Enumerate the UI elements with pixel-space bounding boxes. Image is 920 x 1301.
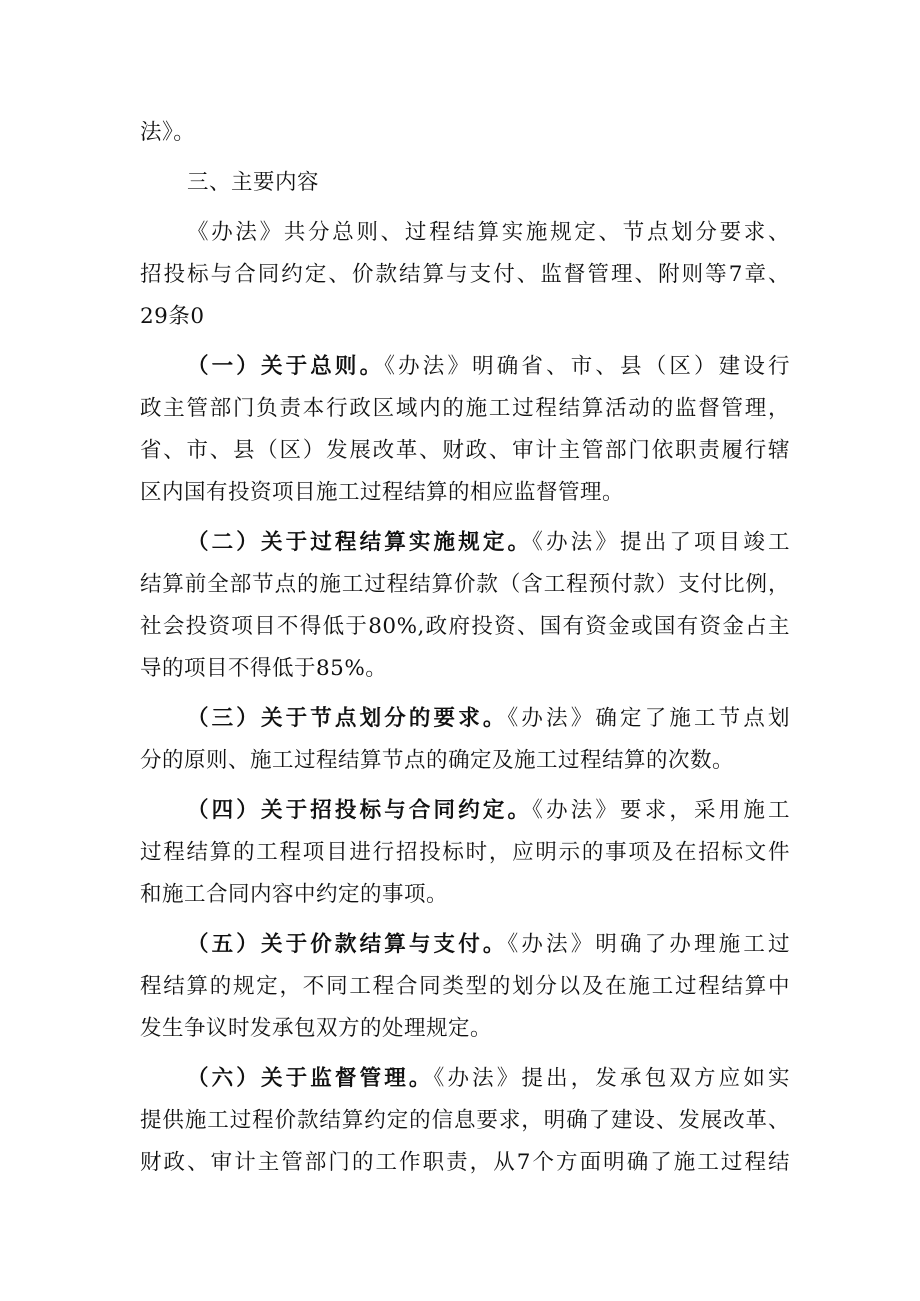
text-span: 《办法》提出，发承包双方应如实	[433, 1066, 790, 1091]
text-line: 招投标与合同约定、价款结算与支付、监督管理、附则等7章、	[140, 262, 790, 287]
paragraph-continuation	[140, 112, 790, 154]
text-line: 法》。	[140, 120, 196, 145]
text-line: 导的项目不得低于85%。	[140, 656, 388, 681]
text-line: 结算前全部节点的施工过程结算价款（含工程预付款）支付比例，	[140, 572, 790, 597]
paragraph-supervision	[140, 1058, 790, 1184]
paragraph-heading: （三）关于节点划分的要求。	[187, 706, 508, 731]
text-line	[140, 346, 790, 388]
paragraph-payment	[140, 924, 790, 1050]
paragraph-general-rules	[140, 346, 790, 514]
text-span: 《办法》确定了施工节点划	[507, 706, 790, 731]
text-line: 发生争议时发承包双方的处理规定。	[140, 1016, 493, 1041]
text-line: 过程结算的工程项目进行招投标时，应明示的事项及在招标文件	[140, 840, 790, 865]
text-line: 社会投资项目不得低于80%,政府投资、国有资金或国有资金占主	[140, 614, 790, 639]
text-span: 《办法》明确了办理施工过	[507, 932, 790, 957]
text-line: 和施工合同内容中约定的事项。	[140, 882, 449, 907]
paragraph-process-settlement	[140, 522, 790, 690]
paragraph-bidding-contract	[140, 790, 790, 916]
paragraph-overview	[140, 212, 790, 338]
text-span: 《办法》明确省、市、县（区）建设行	[384, 354, 790, 379]
text-line	[140, 698, 790, 740]
text-span: 《办法》提出了项目竣工	[532, 530, 790, 555]
paragraph-node-division	[140, 698, 790, 782]
section-heading	[140, 162, 790, 204]
text-line: 提供施工过程价款结算约定的信息要求，明确了建设、发展改革、	[140, 1108, 790, 1133]
text-line: 省、市、县（区）发展改革、财政、审计主管部门依职责履行辖	[140, 438, 790, 463]
text-line: 财政、审计主管部门的工作职责，从7个方面明确了施工过程结	[140, 1150, 790, 1175]
paragraph-heading: （一）关于总则。	[187, 354, 385, 379]
text-line: 《办法》共分总则、过程结算实施规定、节点划分要求、	[187, 220, 790, 245]
document-page	[140, 112, 790, 1184]
text-line: 分的原则、施工过程结算节点的确定及施工过程结算的次数。	[140, 748, 735, 773]
text-line: 政主管部门负责本行政区域内的施工过程结算活动的监督管理，	[140, 396, 790, 421]
paragraph-heading: （六）关于监督管理。	[187, 1066, 434, 1091]
text-line: 29条0	[140, 304, 205, 329]
text-line	[140, 924, 790, 966]
text-span: 《办法》要求，采用施工	[532, 798, 790, 823]
text-line: 程结算的规定，不同工程合同类型的划分以及在施工过程结算中	[140, 974, 790, 999]
text-line: 区内国有投资项目施工过程结算的相应监督管理。	[140, 480, 625, 505]
text-line	[140, 522, 790, 564]
text-line	[140, 1058, 790, 1100]
paragraph-heading: （四）关于招投标与合同约定。	[187, 798, 533, 823]
text-line: 三、主要内容	[187, 170, 320, 195]
paragraph-heading: （二）关于过程结算实施规定。	[187, 530, 533, 555]
text-line	[140, 790, 790, 832]
paragraph-heading: （五）关于价款结算与支付。	[187, 932, 508, 957]
